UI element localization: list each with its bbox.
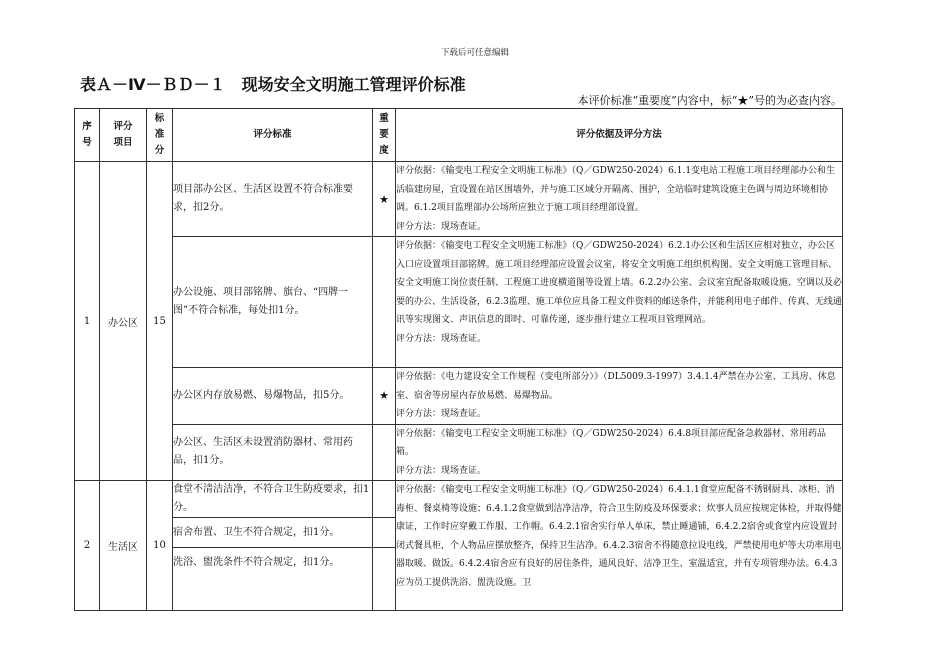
basis-text: 评分依据：《输变电工程安全文明施工标准》（Q／GDW250-2024）6.1.1变电站工程施工项目经理部办公和生活临建房屋，宜设置在站区围墙外，并与施工区域分开隔离、围护，全站临时建筑设施主色调与周边环境相协调。6.1.2项目监理部办公场所应独立于施工项目经理部设置。 xyxy=(396,166,836,213)
row-seq: 1 xyxy=(75,162,100,481)
row-importance xyxy=(373,548,396,611)
row-basis xyxy=(396,424,843,481)
row-importance xyxy=(373,518,396,548)
row-importance xyxy=(373,424,396,481)
row-importance xyxy=(373,481,396,518)
table-row xyxy=(75,237,843,368)
star-icon: ★ xyxy=(373,368,396,425)
row-basis xyxy=(396,162,843,237)
row-criteria: 办公区内存放易燃、易爆物品，扣5分。 xyxy=(173,368,373,425)
basis-text: 评分依据：《输变电工程安全文明施工标准》（Q／GDW250-2024）6.2.1办公区和生活区应相对独立，办公区入口应设置项目部铭牌。施工项目经理部应设置会议室，将安全文明施工组织机构图、安全文明施工管理目标、安全文明施工岗位责任制、工程施工进度横道图等设置上墙。6.2.2办公室、会议室宜配备取暖设施、空调以及必要的办公、生活设备，6.2.3监理、施工单位应具备工程文件资料的邮送条件，并能利用电子邮件、传真、无线通讯等实现图文、声讯信息的即时、可靠传递，逐步推行建立工程项目管理网站。 xyxy=(396,241,842,325)
table-header-row xyxy=(75,109,843,162)
method-text: 评分方法：现场查证。 xyxy=(396,409,487,419)
row-criteria: 食堂不清洁洁净，不符合卫生防疫要求，扣1分。 xyxy=(173,481,373,518)
row-basis xyxy=(396,368,843,425)
row-criteria: 洗浴、盥洗条件不符合规定，扣1分。 xyxy=(173,548,373,611)
star-icon: ★ xyxy=(373,162,396,237)
row-item: 生活区 xyxy=(100,481,147,611)
row-item: 办公区 xyxy=(100,162,147,481)
table-row xyxy=(75,368,843,425)
header-seq: 序号 xyxy=(75,109,100,162)
row-criteria: 项目部办公区、生活区设置不符合标准要求，扣2分。 xyxy=(173,162,373,237)
basis-text: 评分依据：《输变电工程安全文明施工标准》（Q／GDW250-2024）6.4.8项目部应配备急救器材、常用药品箱。 xyxy=(396,428,827,457)
header-basis: 评分依据及评分方法 xyxy=(396,109,843,162)
row-seq: 2 xyxy=(75,481,100,611)
header-item: 评分项目 xyxy=(100,109,147,162)
header-std-score: 标准分 xyxy=(147,109,173,162)
header-importance: 重要度 xyxy=(373,109,396,162)
row-importance xyxy=(373,237,396,368)
header-note: 下载后可任意编辑 xyxy=(440,48,509,58)
row-criteria: 宿舍布置、卫生不符合规定，扣1分。 xyxy=(173,518,373,548)
table-row xyxy=(75,481,843,518)
header-criteria: 评分标准 xyxy=(173,109,373,162)
table-row xyxy=(75,162,843,237)
row-criteria: 办公区、生活区未设置消防器材、常用药品，扣1分。 xyxy=(173,424,373,481)
method-text: 评分方法：现场查证。 xyxy=(396,221,487,232)
table-row xyxy=(75,424,843,481)
evaluation-table xyxy=(74,108,843,611)
basis-text: 评分依据：《电力建设安全工作规程（变电所部分）》（DL5009.3-1997）3.4.1.4严禁在办公室、工具房、休息室、宿舍等房屋内存放易燃、易爆物品。 xyxy=(396,372,836,401)
row-score: 10 xyxy=(147,481,173,611)
method-text: 评分方法：现场查证。 xyxy=(396,333,487,344)
row-basis xyxy=(396,237,843,368)
row-score: 15 xyxy=(147,162,173,481)
method-text: 评分方法：现场查证。 xyxy=(396,465,487,476)
row-criteria: 办公设施、项目部铭牌、旗台、“四牌一图”不符合标准，每处扣1分。 xyxy=(173,237,373,368)
row-basis: 评分依据：《输变电工程安全文明施工标准》（Q／GDW250-2024）6.4.1.1食堂应配备不锈钢厨具、冰柜、消毒柜、餐桌椅等设施；6.4.1.2食堂做到洁净洁净，符合卫生防疫及环保要求；炊事人员应按规定体检，并取得健康证，工作时应穿戴工作服、工作帽。6.4.2.1宿舍实行单人单床，禁止睡通铺，6.4.2.2宿舍或食堂内应设置封闭式餐具柜，个人物品应摆放整齐，保持卫生洁净。6.4.2.3宿舍不得随意拉设电线，严禁使用电炉等大功率用电器取暖、做饭。6.4.2.4宿舍应有良好的居住条件，通风良好、洁净卫生、室温适宜，并有专项管理办法。6.4.3应为员工提供洗浴、盥洗设施。卫 xyxy=(396,481,843,611)
importance-note: 本评价标准“重要度”内容中，标“★”号的为必查内容。 xyxy=(577,94,842,107)
document-title: 表Ａ－Ⅳ－ＢＤ－１ 现场安全文明施工管理评价标准 xyxy=(80,75,466,94)
